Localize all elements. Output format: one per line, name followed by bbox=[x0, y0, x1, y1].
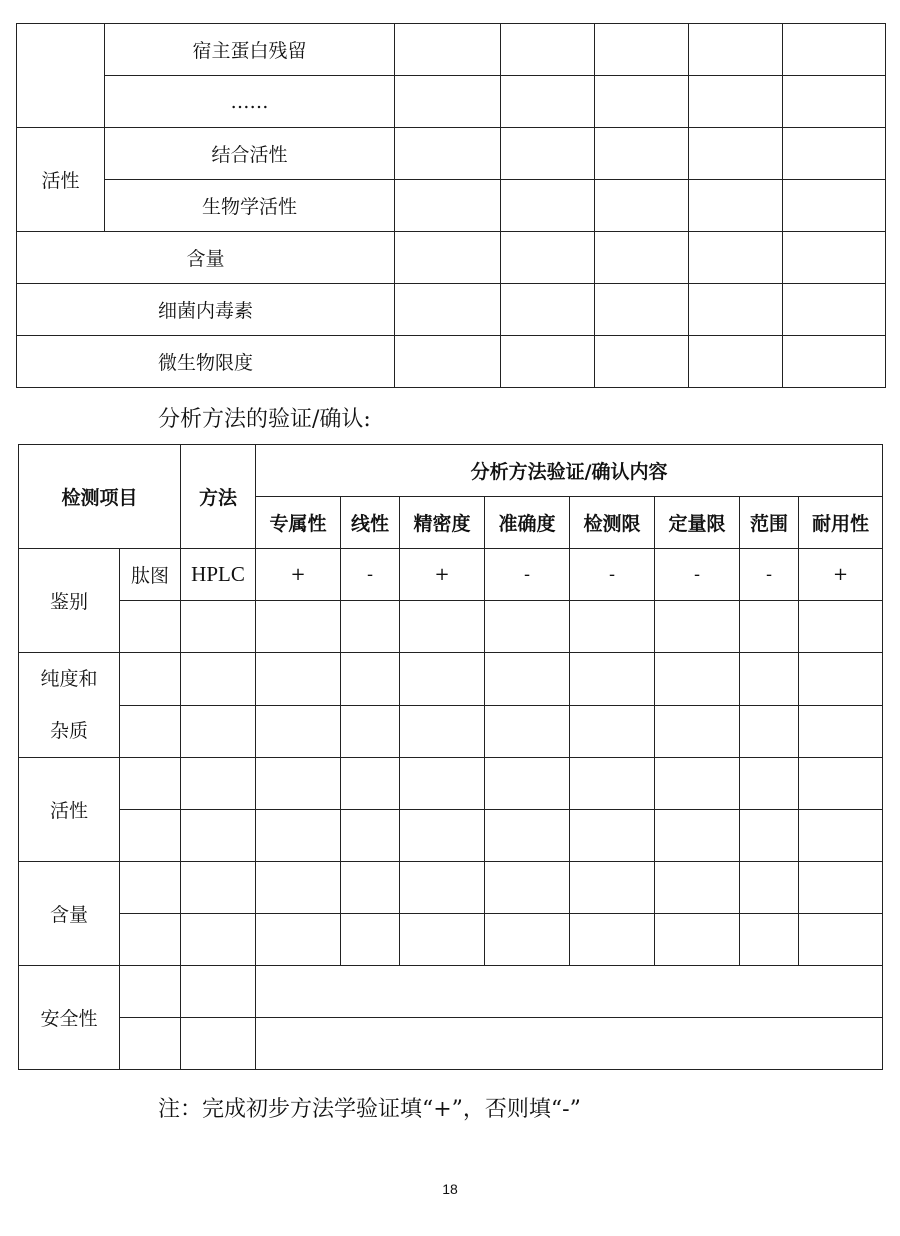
value-cell[interactable] bbox=[341, 758, 400, 810]
value-cell[interactable] bbox=[740, 653, 799, 706]
sub-item-cell[interactable] bbox=[120, 862, 181, 914]
value-cell[interactable] bbox=[570, 862, 655, 914]
method-cell[interactable] bbox=[181, 758, 256, 810]
sub-item-cell[interactable] bbox=[120, 601, 181, 653]
value-cell[interactable] bbox=[485, 653, 570, 706]
value-cell[interactable] bbox=[501, 76, 595, 128]
value-cell[interactable] bbox=[395, 232, 501, 284]
value-cell[interactable] bbox=[689, 76, 783, 128]
method-validation-table bbox=[18, 444, 883, 1070]
header-method: 方法 bbox=[181, 445, 256, 549]
value-cell[interactable] bbox=[400, 810, 485, 862]
method-cell[interactable] bbox=[181, 601, 256, 653]
value-cell[interactable] bbox=[595, 128, 689, 180]
value-cell[interactable]: - bbox=[341, 549, 400, 601]
value-cell[interactable] bbox=[595, 232, 689, 284]
method-cell[interactable] bbox=[181, 862, 256, 914]
table-row bbox=[19, 705, 883, 758]
value-cell[interactable] bbox=[395, 76, 501, 128]
value-cell[interactable] bbox=[341, 914, 400, 966]
value-cell[interactable]: - bbox=[570, 549, 655, 601]
group-label: 安全性 bbox=[19, 966, 120, 1070]
value-cell[interactable] bbox=[256, 810, 341, 862]
value-cell[interactable] bbox=[485, 914, 570, 966]
value-cell[interactable]: - bbox=[485, 549, 570, 601]
value-cell[interactable] bbox=[485, 601, 570, 653]
value-cell[interactable] bbox=[655, 758, 740, 810]
sub-item-cell[interactable] bbox=[120, 914, 181, 966]
value-cell[interactable] bbox=[395, 336, 501, 388]
value-cell[interactable] bbox=[799, 601, 883, 653]
section-caption: 分析方法的验证/确认: bbox=[158, 407, 371, 432]
value-cell[interactable] bbox=[655, 862, 740, 914]
sub-item-cell[interactable] bbox=[120, 758, 181, 810]
merged-value-cell[interactable] bbox=[256, 1018, 883, 1070]
value-cell[interactable] bbox=[740, 705, 799, 758]
group-label bbox=[19, 653, 120, 758]
value-cell[interactable] bbox=[400, 862, 485, 914]
value-cell[interactable] bbox=[341, 862, 400, 914]
value-cell[interactable] bbox=[689, 128, 783, 180]
table-row bbox=[19, 810, 883, 862]
sub-item-cell[interactable] bbox=[120, 810, 181, 862]
value-cell[interactable] bbox=[689, 284, 783, 336]
value-cell[interactable] bbox=[595, 336, 689, 388]
header-col: 专属性 bbox=[256, 497, 341, 549]
header-row bbox=[19, 445, 883, 497]
value-cell[interactable] bbox=[799, 862, 883, 914]
value-cell[interactable] bbox=[783, 76, 886, 128]
value-cell[interactable] bbox=[783, 24, 886, 76]
value-cell[interactable] bbox=[256, 862, 341, 914]
value-cell[interactable] bbox=[400, 705, 485, 758]
value-cell[interactable] bbox=[501, 284, 595, 336]
table-row bbox=[17, 180, 886, 232]
value-cell[interactable] bbox=[485, 758, 570, 810]
value-cell[interactable]: + bbox=[799, 549, 883, 601]
sub-item-cell[interactable] bbox=[120, 1018, 181, 1070]
value-cell[interactable] bbox=[400, 758, 485, 810]
value-cell[interactable] bbox=[400, 601, 485, 653]
table-row bbox=[17, 24, 886, 76]
table-row bbox=[19, 966, 883, 1018]
item-cell: …… bbox=[105, 76, 395, 128]
method-cell[interactable] bbox=[181, 705, 256, 758]
value-cell[interactable] bbox=[256, 601, 341, 653]
group-label-line: 纯度和 bbox=[40, 668, 98, 690]
table-row bbox=[17, 76, 886, 128]
value-cell[interactable] bbox=[689, 232, 783, 284]
value-cell[interactable] bbox=[783, 336, 886, 388]
item-cell: 含量 bbox=[17, 232, 395, 284]
value-cell[interactable] bbox=[341, 705, 400, 758]
item-cell: 结合活性 bbox=[105, 128, 395, 180]
value-cell[interactable] bbox=[341, 810, 400, 862]
sub-item-cell[interactable] bbox=[120, 705, 181, 758]
value-cell[interactable] bbox=[256, 705, 341, 758]
method-cell[interactable] bbox=[181, 653, 256, 706]
value-cell[interactable] bbox=[783, 284, 886, 336]
value-cell[interactable] bbox=[501, 128, 595, 180]
value-cell[interactable] bbox=[595, 76, 689, 128]
item-cell: 细菌内毒素 bbox=[17, 284, 395, 336]
table-row bbox=[19, 758, 883, 810]
footnote: 注：完成初步方法学验证填“+”，否则填“-” bbox=[158, 1097, 581, 1122]
value-cell[interactable] bbox=[485, 810, 570, 862]
table-row bbox=[17, 284, 886, 336]
quality-items-table bbox=[16, 23, 886, 388]
value-cell[interactable] bbox=[570, 601, 655, 653]
value-cell[interactable] bbox=[595, 284, 689, 336]
value-cell[interactable] bbox=[783, 128, 886, 180]
group-cell-empty bbox=[17, 24, 105, 128]
value-cell[interactable] bbox=[740, 601, 799, 653]
header-col: 检测限 bbox=[570, 497, 655, 549]
table-row bbox=[17, 128, 886, 180]
table-row bbox=[19, 914, 883, 966]
group-cell: 活性 bbox=[17, 128, 105, 232]
header-col: 定量限 bbox=[655, 497, 740, 549]
value-cell[interactable]: + bbox=[400, 549, 485, 601]
merged-value-cell[interactable] bbox=[256, 966, 883, 1018]
value-cell[interactable] bbox=[799, 705, 883, 758]
method-cell[interactable] bbox=[181, 1018, 256, 1070]
group-label: 鉴别 bbox=[19, 549, 120, 653]
value-cell[interactable] bbox=[799, 914, 883, 966]
value-cell[interactable] bbox=[783, 232, 886, 284]
value-cell[interactable] bbox=[655, 653, 740, 706]
value-cell[interactable] bbox=[485, 862, 570, 914]
value-cell[interactable] bbox=[395, 180, 501, 232]
group-label: 活性 bbox=[19, 758, 120, 862]
item-cell: 微生物限度 bbox=[17, 336, 395, 388]
value-cell[interactable] bbox=[740, 758, 799, 810]
group-label: 含量 bbox=[19, 862, 120, 966]
value-cell[interactable] bbox=[501, 180, 595, 232]
value-cell[interactable] bbox=[341, 601, 400, 653]
value-cell[interactable]: - bbox=[740, 549, 799, 601]
value-cell[interactable] bbox=[570, 810, 655, 862]
value-cell[interactable] bbox=[570, 653, 655, 706]
value-cell[interactable] bbox=[799, 758, 883, 810]
value-cell[interactable] bbox=[799, 810, 883, 862]
value-cell[interactable] bbox=[655, 914, 740, 966]
header-col: 耐用性 bbox=[799, 497, 883, 549]
method-cell: HPLC bbox=[181, 549, 256, 601]
value-cell[interactable] bbox=[655, 705, 740, 758]
method-cell[interactable] bbox=[181, 966, 256, 1018]
table-row bbox=[19, 549, 883, 601]
table-row bbox=[17, 336, 886, 388]
value-cell[interactable] bbox=[799, 653, 883, 706]
table-row bbox=[19, 653, 883, 706]
item-cell: 宿主蛋白残留 bbox=[105, 24, 395, 76]
value-cell[interactable] bbox=[341, 653, 400, 706]
value-cell[interactable] bbox=[501, 336, 595, 388]
value-cell[interactable] bbox=[655, 601, 740, 653]
value-cell[interactable] bbox=[400, 653, 485, 706]
value-cell[interactable]: - bbox=[655, 549, 740, 601]
value-cell[interactable] bbox=[689, 180, 783, 232]
header-col: 准确度 bbox=[485, 497, 570, 549]
table-row bbox=[17, 232, 886, 284]
table-row bbox=[19, 601, 883, 653]
sub-item-cell: 肽图 bbox=[120, 549, 181, 601]
value-cell[interactable] bbox=[400, 914, 485, 966]
value-cell[interactable] bbox=[740, 914, 799, 966]
header-col: 线性 bbox=[341, 497, 400, 549]
value-cell[interactable] bbox=[256, 758, 341, 810]
value-cell[interactable] bbox=[595, 180, 689, 232]
value-cell[interactable] bbox=[485, 705, 570, 758]
value-cell[interactable] bbox=[689, 24, 783, 76]
value-cell[interactable] bbox=[395, 24, 501, 76]
page-number: 18 bbox=[442, 1181, 458, 1197]
group-label-line: 杂质 bbox=[49, 720, 88, 742]
value-cell[interactable] bbox=[570, 705, 655, 758]
value-cell[interactable] bbox=[740, 810, 799, 862]
value-cell[interactable] bbox=[595, 24, 689, 76]
item-cell: 生物学活性 bbox=[105, 180, 395, 232]
value-cell[interactable] bbox=[501, 24, 595, 76]
value-cell[interactable] bbox=[395, 128, 501, 180]
value-cell[interactable] bbox=[783, 180, 886, 232]
value-cell[interactable] bbox=[256, 653, 341, 706]
method-cell[interactable] bbox=[181, 810, 256, 862]
value-cell[interactable] bbox=[395, 284, 501, 336]
value-cell[interactable] bbox=[655, 810, 740, 862]
table-row bbox=[19, 1018, 883, 1070]
value-cell[interactable] bbox=[689, 336, 783, 388]
sub-item-cell[interactable] bbox=[120, 966, 181, 1018]
value-cell[interactable] bbox=[740, 862, 799, 914]
value-cell[interactable]: + bbox=[256, 549, 341, 601]
method-cell[interactable] bbox=[181, 914, 256, 966]
value-cell[interactable] bbox=[570, 758, 655, 810]
table-row bbox=[19, 862, 883, 914]
value-cell[interactable] bbox=[256, 914, 341, 966]
value-cell[interactable] bbox=[501, 232, 595, 284]
header-validation-content: 分析方法验证/确认内容 bbox=[256, 445, 883, 497]
header-col: 精密度 bbox=[400, 497, 485, 549]
header-test-item: 检测项目 bbox=[19, 445, 181, 549]
sub-item-cell[interactable] bbox=[120, 653, 181, 706]
header-col: 范围 bbox=[740, 497, 799, 549]
value-cell[interactable] bbox=[570, 914, 655, 966]
